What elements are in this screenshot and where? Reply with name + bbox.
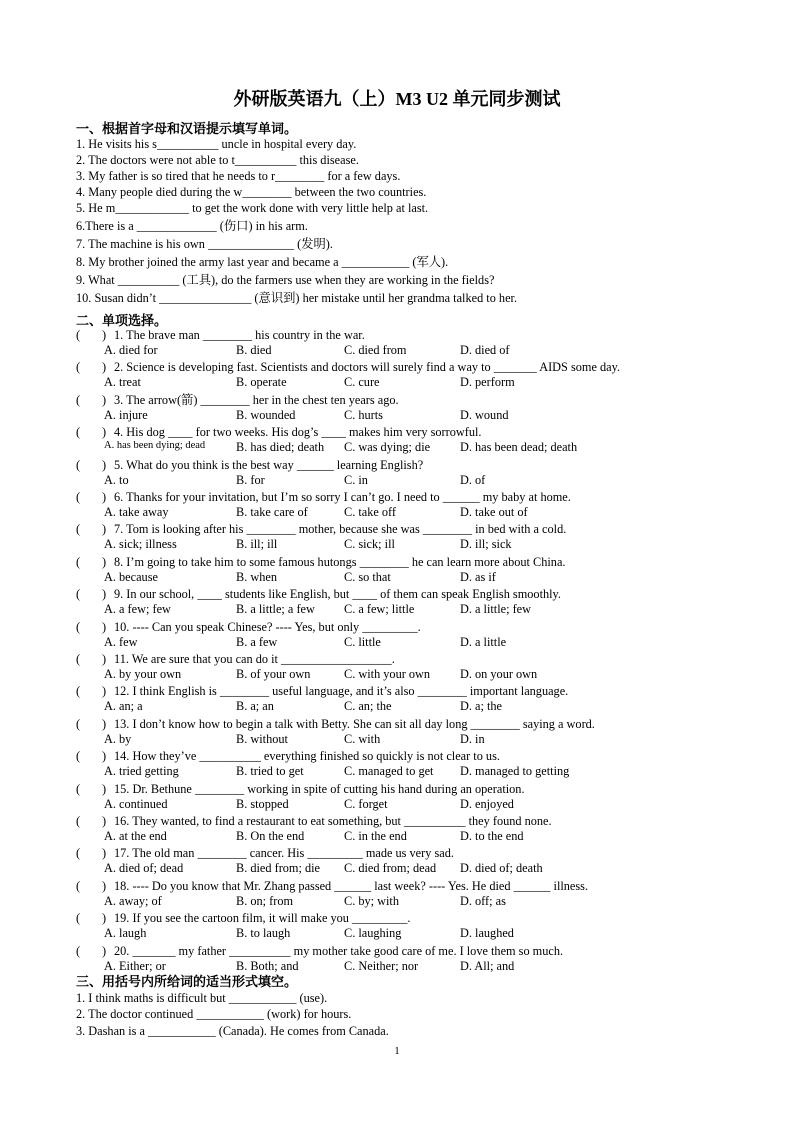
option-b: B. without	[236, 732, 288, 746]
question-options	[104, 473, 724, 489]
question-row	[76, 813, 716, 829]
question-stem: 5. What do you think is the best way ______ learning English?	[114, 458, 424, 472]
option-a: A. laugh	[104, 926, 147, 940]
fill-in-item: 1. He visits his s__________ uncle in hospital every day.	[76, 137, 357, 151]
question-stem: 13. I don’t know how to begin a talk with Betty. She can sit all day long ________ saying a word.	[114, 717, 595, 731]
fill-in-item: 2. The doctors were not able to t__________ this disease.	[76, 153, 359, 167]
option-d: D. on your own	[460, 667, 538, 681]
fill-in-item: 6.There is a _____________ (伤口) in his arm.	[76, 219, 308, 233]
option-b: B. ill; ill	[236, 537, 278, 551]
question-options	[104, 699, 724, 715]
option-b: B. wounded	[236, 408, 296, 422]
option-c: C. by; with	[344, 894, 399, 908]
option-a: A. few	[104, 635, 138, 649]
option-c: C. died from; dead	[344, 861, 437, 875]
question-stem: 2. Science is developing fast. Scientists and doctors will surely find a way to _______ AIDS some day.	[114, 360, 621, 374]
option-a: A. because	[104, 570, 158, 584]
question-stem: 8. I’m going to take him to some famous hutongs ________ he can learn more about China.	[114, 555, 566, 569]
section-1-heading: 一、根据首字母和汉语提示填写单词。	[76, 121, 298, 136]
option-a: A. tried getting	[104, 764, 179, 778]
question-stem: 9. In our school, ____ students like English, but ____ of them can speak English smoothly.	[114, 587, 561, 601]
answer-paren-close: )	[102, 782, 107, 796]
option-c: C. a few; little	[344, 602, 415, 616]
option-d: D. in	[460, 732, 485, 746]
question-row	[76, 748, 716, 764]
option-d: D. a little; few	[460, 602, 532, 616]
question-stem: 15. Dr. Bethune ________ working in spite of cutting his hand during an operation.	[114, 782, 525, 796]
question-stem: 19. If you see the cartoon film, it will make you _________.	[114, 911, 411, 925]
answer-paren-open: (	[76, 684, 81, 698]
option-b: B. on; from	[236, 894, 294, 908]
option-a: A. died of; dead	[104, 861, 184, 875]
question-options	[104, 505, 724, 521]
option-c: C. in the end	[344, 829, 407, 843]
option-c: C. managed to get	[344, 764, 434, 778]
question-options	[104, 667, 724, 683]
question-row	[76, 943, 716, 959]
question-options	[104, 861, 724, 877]
question-options	[104, 440, 724, 456]
answer-paren-open: (	[76, 425, 81, 439]
question-stem: 18. ---- Do you know that Mr. Zhang passed ______ last week? ---- Yes. He died ______ illness.	[114, 879, 589, 893]
option-d: D. off; as	[460, 894, 506, 908]
answer-paren-close: )	[102, 879, 107, 893]
option-b: B. operate	[236, 375, 287, 389]
answer-paren-open: (	[76, 814, 81, 828]
option-a: A. injure	[104, 408, 148, 422]
question-row	[76, 554, 716, 570]
question-row	[76, 359, 716, 375]
question-options	[104, 570, 724, 586]
question-stem: 3. The arrow(箭) ________ her in the chest ten years ago.	[114, 393, 399, 407]
option-a: A. an; a	[104, 699, 143, 713]
answer-paren-open: (	[76, 652, 81, 666]
option-a: A. has been dying; dead	[104, 440, 206, 451]
option-b: B. has died; death	[236, 440, 325, 454]
answer-paren-close: )	[102, 814, 107, 828]
question-row	[76, 910, 716, 926]
option-d: D. a; the	[460, 699, 503, 713]
fill-in-item: 1. I think maths is difficult but ___________ (use).	[76, 991, 328, 1005]
answer-paren-open: (	[76, 393, 81, 407]
option-a: A. continued	[104, 797, 168, 811]
option-a: A. by	[104, 732, 132, 746]
question-stem: 20. _______ my father __________ my mother take good care of me. I love them so much.	[114, 944, 564, 958]
option-d: D. a little	[460, 635, 507, 649]
option-a: A. sick; illness	[104, 537, 177, 551]
answer-paren-close: )	[102, 684, 107, 698]
question-row	[76, 392, 716, 408]
option-b: B. for	[236, 473, 265, 487]
fill-in-item: 9. What __________ (工具), do the farmers use when they are working in the fields?	[76, 273, 495, 287]
answer-paren-close: )	[102, 555, 107, 569]
question-stem: 1. The brave man ________ his country in the war.	[114, 328, 365, 342]
option-c: C. take off	[344, 505, 397, 519]
answer-paren-close: )	[102, 490, 107, 504]
question-stem: 16. They wanted, to find a restaurant to eat something, but __________ they found none.	[114, 814, 552, 828]
option-c: C. died from	[344, 343, 407, 357]
question-row	[76, 424, 716, 440]
answer-paren-open: (	[76, 328, 81, 342]
option-b: B. died	[236, 343, 272, 357]
answer-paren-open: (	[76, 749, 81, 763]
answer-paren-open: (	[76, 587, 81, 601]
option-d: D. perform	[460, 375, 515, 389]
option-b: B. to laugh	[236, 926, 291, 940]
answer-paren-open: (	[76, 620, 81, 634]
option-d: D. to the end	[460, 829, 524, 843]
fill-in-item: 2. The doctor continued ___________ (work) for hours.	[76, 1007, 352, 1021]
option-c: C. cure	[344, 375, 380, 389]
option-a: A. Either; or	[104, 959, 166, 973]
fill-in-item: 5. He m____________ to get the work done with very little help at last.	[76, 201, 429, 215]
option-b: B. take care of	[236, 505, 308, 519]
question-stem: 11. We are sure that you can do it __________________.	[114, 652, 395, 666]
option-a: A. treat	[104, 375, 141, 389]
question-row	[76, 781, 716, 797]
question-options	[104, 408, 724, 424]
option-d: D. All; and	[460, 959, 515, 973]
option-c: C. forget	[344, 797, 388, 811]
answer-paren-open: (	[76, 458, 81, 472]
option-d: D. died of; death	[460, 861, 543, 875]
question-row	[76, 845, 716, 861]
option-d: D. ill; sick	[460, 537, 512, 551]
option-c: C. with	[344, 732, 381, 746]
question-row	[76, 878, 716, 894]
answer-paren-close: )	[102, 620, 107, 634]
option-d: D. of	[460, 473, 486, 487]
answer-paren-open: (	[76, 782, 81, 796]
fill-in-item: 4. Many people died during the w________ between the two countries.	[76, 185, 427, 199]
question-row	[76, 683, 716, 699]
question-row	[76, 716, 716, 732]
option-d: D. managed to getting	[460, 764, 570, 778]
answer-paren-close: )	[102, 425, 107, 439]
answer-paren-open: (	[76, 879, 81, 893]
fill-in-item: 8. My brother joined the army last year and became a ___________ (军人).	[76, 255, 449, 269]
answer-paren-open: (	[76, 555, 81, 569]
option-a: A. by your own	[104, 667, 182, 681]
option-d: D. wound	[460, 408, 509, 422]
fill-in-item: 10. Susan didn’t _______________ (意识到) her mistake until her grandma talked to her.	[76, 291, 518, 305]
answer-paren-open: (	[76, 490, 81, 504]
option-b: B. On the end	[236, 829, 305, 843]
option-b: B. a few	[236, 635, 278, 649]
fill-in-item: 7. The machine is his own ______________ (发明).	[76, 237, 333, 251]
answer-paren-close: )	[102, 944, 107, 958]
option-c: C. sick; ill	[344, 537, 395, 551]
question-options	[104, 375, 724, 391]
answer-paren-close: )	[102, 587, 107, 601]
answer-paren-open: (	[76, 717, 81, 731]
question-row	[76, 489, 716, 505]
question-options	[104, 343, 724, 359]
answer-paren-close: )	[102, 652, 107, 666]
question-options	[104, 926, 724, 942]
page-number: 1	[394, 1045, 400, 1057]
question-stem: 14. How they’ve __________ everything finished so quickly is not clear to us.	[114, 749, 500, 763]
question-options	[104, 894, 724, 910]
option-c: C. so that	[344, 570, 391, 584]
option-a: A. take away	[104, 505, 169, 519]
option-b: B. died from; die	[236, 861, 321, 875]
option-d: D. take out of	[460, 505, 528, 519]
option-c: C. laughing	[344, 926, 402, 940]
option-c: C. was dying; die	[344, 440, 431, 454]
question-options	[104, 635, 724, 651]
question-options	[104, 732, 724, 748]
answer-paren-open: (	[76, 846, 81, 860]
option-b: B. when	[236, 570, 277, 584]
option-d: D. enjoyed	[460, 797, 514, 811]
option-b: B. Both; and	[236, 959, 299, 973]
section-2-heading: 二、单项选择。	[76, 313, 168, 328]
question-options	[104, 602, 724, 618]
question-options	[104, 797, 724, 813]
question-stem: 4. His dog ____ for two weeks. His dog’s ____ makes him very sorrowful.	[114, 425, 482, 439]
question-options	[104, 537, 724, 553]
question-stem: 10. ---- Can you speak Chinese? ---- Yes, but only _________.	[114, 620, 421, 634]
question-stem: 17. The old man ________ cancer. His _________ made us very sad.	[114, 846, 454, 860]
question-stem: 7. Tom is looking after his ________ mother, because she was ________ in bed with a cold.	[114, 522, 567, 536]
answer-paren-close: )	[102, 393, 107, 407]
option-c: C. hurts	[344, 408, 383, 422]
option-c: C. an; the	[344, 699, 392, 713]
question-row	[76, 651, 716, 667]
option-d: D. as if	[460, 570, 496, 584]
section-3-heading: 三、用括号内所给词的适当形式填空。	[76, 974, 298, 989]
option-c: C. in	[344, 473, 368, 487]
option-a: A. died for	[104, 343, 158, 357]
answer-paren-close: )	[102, 458, 107, 472]
option-c: C. Neither; nor	[344, 959, 419, 973]
option-c: C. little	[344, 635, 381, 649]
option-a: A. a few; few	[104, 602, 171, 616]
answer-paren-open: (	[76, 944, 81, 958]
answer-paren-open: (	[76, 360, 81, 374]
question-row	[76, 619, 716, 635]
option-a: A. to	[104, 473, 129, 487]
answer-paren-close: )	[102, 749, 107, 763]
option-b: B. a; an	[236, 699, 274, 713]
answer-paren-open: (	[76, 911, 81, 925]
option-b: B. tried to get	[236, 764, 304, 778]
fill-in-item: 3. Dashan is a ___________ (Canada). He comes from Canada.	[76, 1024, 389, 1038]
question-options	[104, 764, 724, 780]
question-row	[76, 457, 716, 473]
option-d: D. died of	[460, 343, 510, 357]
answer-paren-close: )	[102, 522, 107, 536]
question-row	[76, 521, 716, 537]
fill-in-item: 3. My father is so tired that he needs to r________ for a few days.	[76, 169, 401, 183]
option-b: B. of your own	[236, 667, 311, 681]
option-a: A. away; of	[104, 894, 162, 908]
question-stem: 12. I think English is ________ useful language, and it’s also ________ important language.	[114, 684, 569, 698]
option-a: A. at the end	[104, 829, 167, 843]
question-row	[76, 327, 716, 343]
option-d: D. has been dead; death	[460, 440, 578, 454]
question-stem: 6. Thanks for your invitation, but I’m so sorry I can’t go. I need to ______ my baby at home.	[114, 490, 571, 504]
answer-paren-close: )	[102, 911, 107, 925]
question-options	[104, 829, 724, 845]
page-title: 外研版英语九（上）M3 U2 单元同步测试	[233, 89, 561, 109]
answer-paren-open: (	[76, 522, 81, 536]
answer-paren-close: )	[102, 846, 107, 860]
question-row	[76, 586, 716, 602]
option-d: D. laughed	[460, 926, 514, 940]
answer-paren-close: )	[102, 717, 107, 731]
answer-paren-close: )	[102, 360, 107, 374]
option-b: B. stopped	[236, 797, 289, 811]
option-b: B. a little; a few	[236, 602, 315, 616]
option-c: C. with your own	[344, 667, 431, 681]
answer-paren-close: )	[102, 328, 107, 342]
